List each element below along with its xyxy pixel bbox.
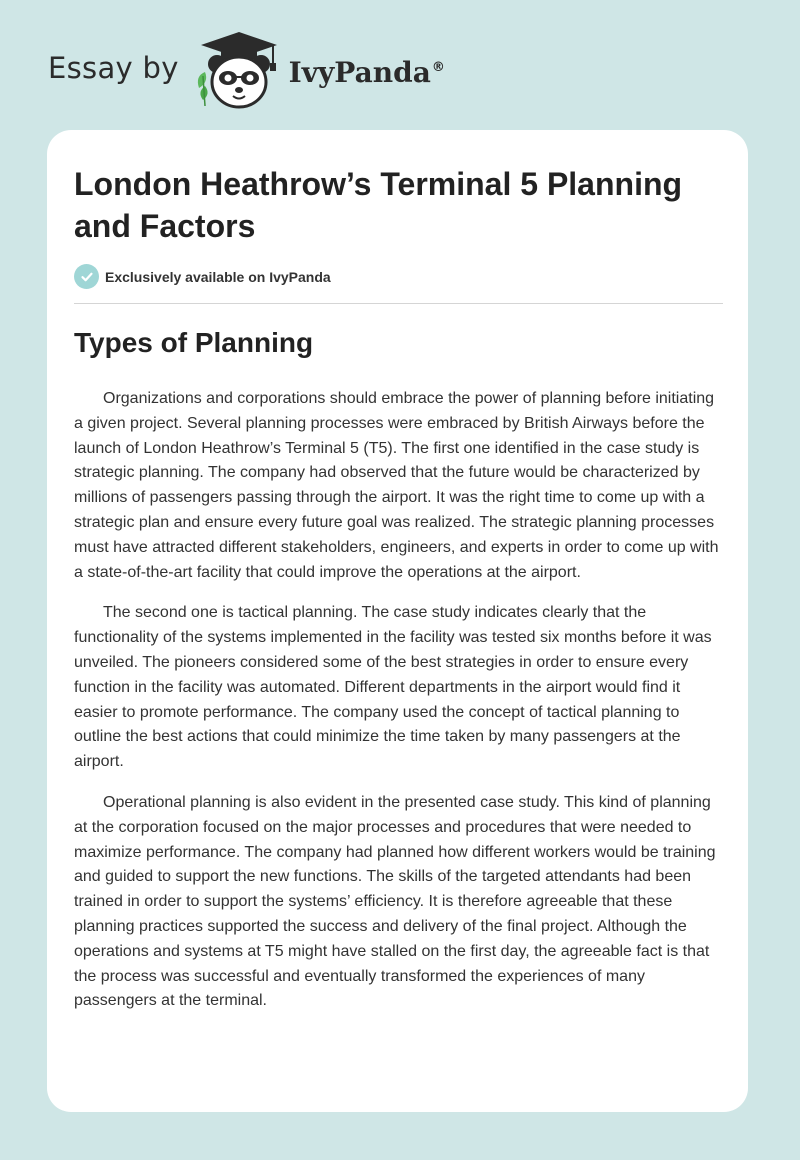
essay-title: London Heathrow’s Terminal 5 Planning and Factors xyxy=(74,166,683,244)
essay-card xyxy=(47,130,748,1112)
registered-mark: ® xyxy=(431,60,445,76)
essay-body xyxy=(74,387,722,1030)
brand-name-text: IvyPanda xyxy=(288,55,431,89)
title-divider xyxy=(74,303,723,304)
body-paragraph: Operational planning is also evident in the presented case study. This kind of planning at the corporation focused on the major processes and procedures that were needed to maximize performance. The company had planned how different workers would be training and guided to support the new functions. The skills of the targeted attendants had been trained in order to support the systems’ efficiency. It is therefore agreeable that these planning practices supported the success and delivery of the final project. Although the operations and systems at T5 might have stalled on the first day, the agreeable fact is that the process was successful and eventually transformed the experiences of many passengers at the terminal. xyxy=(74,793,716,1010)
exclusive-badge-label: Exclusively available on IvyPanda xyxy=(105,268,331,285)
check-circle-icon xyxy=(74,264,99,289)
checkmark-icon xyxy=(80,270,94,284)
exclusive-badge xyxy=(74,264,331,289)
body-paragraph: The second one is tactical planning. The case study indicates clearly that the functionality of the systems implemented in the facility was tested six months before it was unveiled. The pioneers considered some of the best strategies in order to ensure every function in the facility was automated. Different departments in the airport would find it easier to promote performance. The company used the concept of tactical planning to outline the best actions that could minimize the time taken by many passengers at the airport. xyxy=(74,604,712,771)
section-heading: Types of Planning xyxy=(74,327,314,358)
panda-logo-icon xyxy=(193,30,285,110)
brand-header[interactable] xyxy=(48,30,445,110)
brand-prefix: Essay by xyxy=(48,51,179,85)
brand-name xyxy=(289,56,445,89)
body-paragraph: Organizations and corporations should embrace the power of planning before initiating a given project. Several planning processes were embraced by British Airways before the launch of London Heathrow’s Terminal 5 (T5). The first one identified in the case study is strategic planning. The company had observed that the future would be characterized by millions of passengers passing through the airport. It was the right time to come up with a strategic plan and ensure every future goal was realized. The strategic planning processes must have attracted different stakeholders, engineers, and experts in order to come up with a state-of-the-art facility that could improve the operations at the airport. xyxy=(74,390,719,581)
